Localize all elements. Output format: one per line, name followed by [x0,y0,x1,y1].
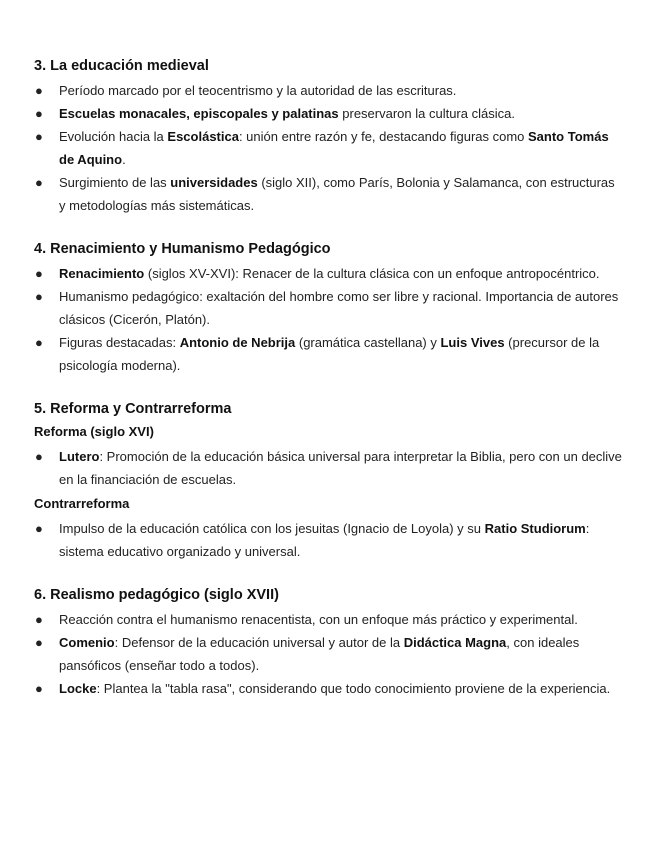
subheading-reforma: Reforma (siglo XVI) [34,424,154,439]
list-item: ● Evolución hacia la Escolástica: unión entre razón y fe, destacando figuras como Santo Tomás de Aquino. [34,125,624,171]
section-title: 3. La educación medieval [34,58,209,74]
subheading-contrarreforma: Contrarreforma [34,496,130,511]
bullet-list [34,262,624,377]
list-item: ● Reacción contra el humanismo renacentista, con un enfoque más práctico y experimental. [34,608,624,631]
list-item: ● Período marcado por el teocentrismo y la autoridad de las escrituras. [34,79,624,102]
bullet-icon: ● [35,635,43,650]
list-item: ● Locke: Plantea la "tabla rasa", considerando que todo conocimiento proviene de la experiencia. [34,677,624,700]
bullet-icon: ● [35,289,43,304]
list-item: ● Impulso de la educación católica con los jesuitas (Ignacio de Loyola) y su Ratio Studiorum: sistema educativo organizado y universal. [34,517,624,563]
list-item: ● Surgimiento de las universidades (siglo XII), como París, Bolonia y Salamanca, con estructuras y metodologías más sistemáticas. [34,171,624,217]
bullet-icon: ● [35,681,43,696]
list-item: ● Escuelas monacales, episcopales y palatinas preservaron la cultura clásica. [34,102,624,125]
section-title: 5. Reforma y Contrarreforma [34,401,232,417]
list-item: ● Renacimiento (siglos XV-XVI): Renacer de la cultura clásica con un enfoque antropocéntrico. [34,262,624,285]
bullet-icon: ● [35,175,43,190]
list-item: ● Comenio: Defensor de la educación universal y autor de la Didáctica Magna, con ideales pansóficos (enseñar todo a todos). [34,631,624,677]
section-title: 4. Renacimiento y Humanismo Pedagógico [34,241,331,257]
section-educacion-medieval [34,56,624,217]
bullet-list [34,608,624,700]
list-item: ● Figuras destacadas: Antonio de Nebrija (gramática castellana) y Luis Vives (precursor de la psicología moderna). [34,331,624,377]
bullet-icon: ● [35,612,43,627]
list-item: ● Lutero: Promoción de la educación básica universal para interpretar la Biblia, pero con un declive en la financiación de escuelas. [34,445,624,491]
section-realismo-pedagogico [34,585,624,700]
section-renacimiento-humanismo [34,239,624,377]
bullet-icon: ● [35,449,43,464]
bullet-list [34,445,624,491]
bullet-icon: ● [35,335,43,350]
bullet-icon: ● [35,266,43,281]
bullet-list [34,517,624,563]
bullet-icon: ● [35,129,43,144]
list-item: ● Humanismo pedagógico: exaltación del hombre como ser libre y racional. Importancia de autores clásicos (Cicerón, Platón). [34,285,624,331]
bullet-list [34,79,624,217]
section-reforma-contrarreforma [34,399,624,563]
bullet-icon: ● [35,83,43,98]
document-page [34,56,624,722]
bullet-icon: ● [35,106,43,121]
bullet-icon: ● [35,521,43,536]
section-title: 6. Realismo pedagógico (siglo XVII) [34,587,279,603]
